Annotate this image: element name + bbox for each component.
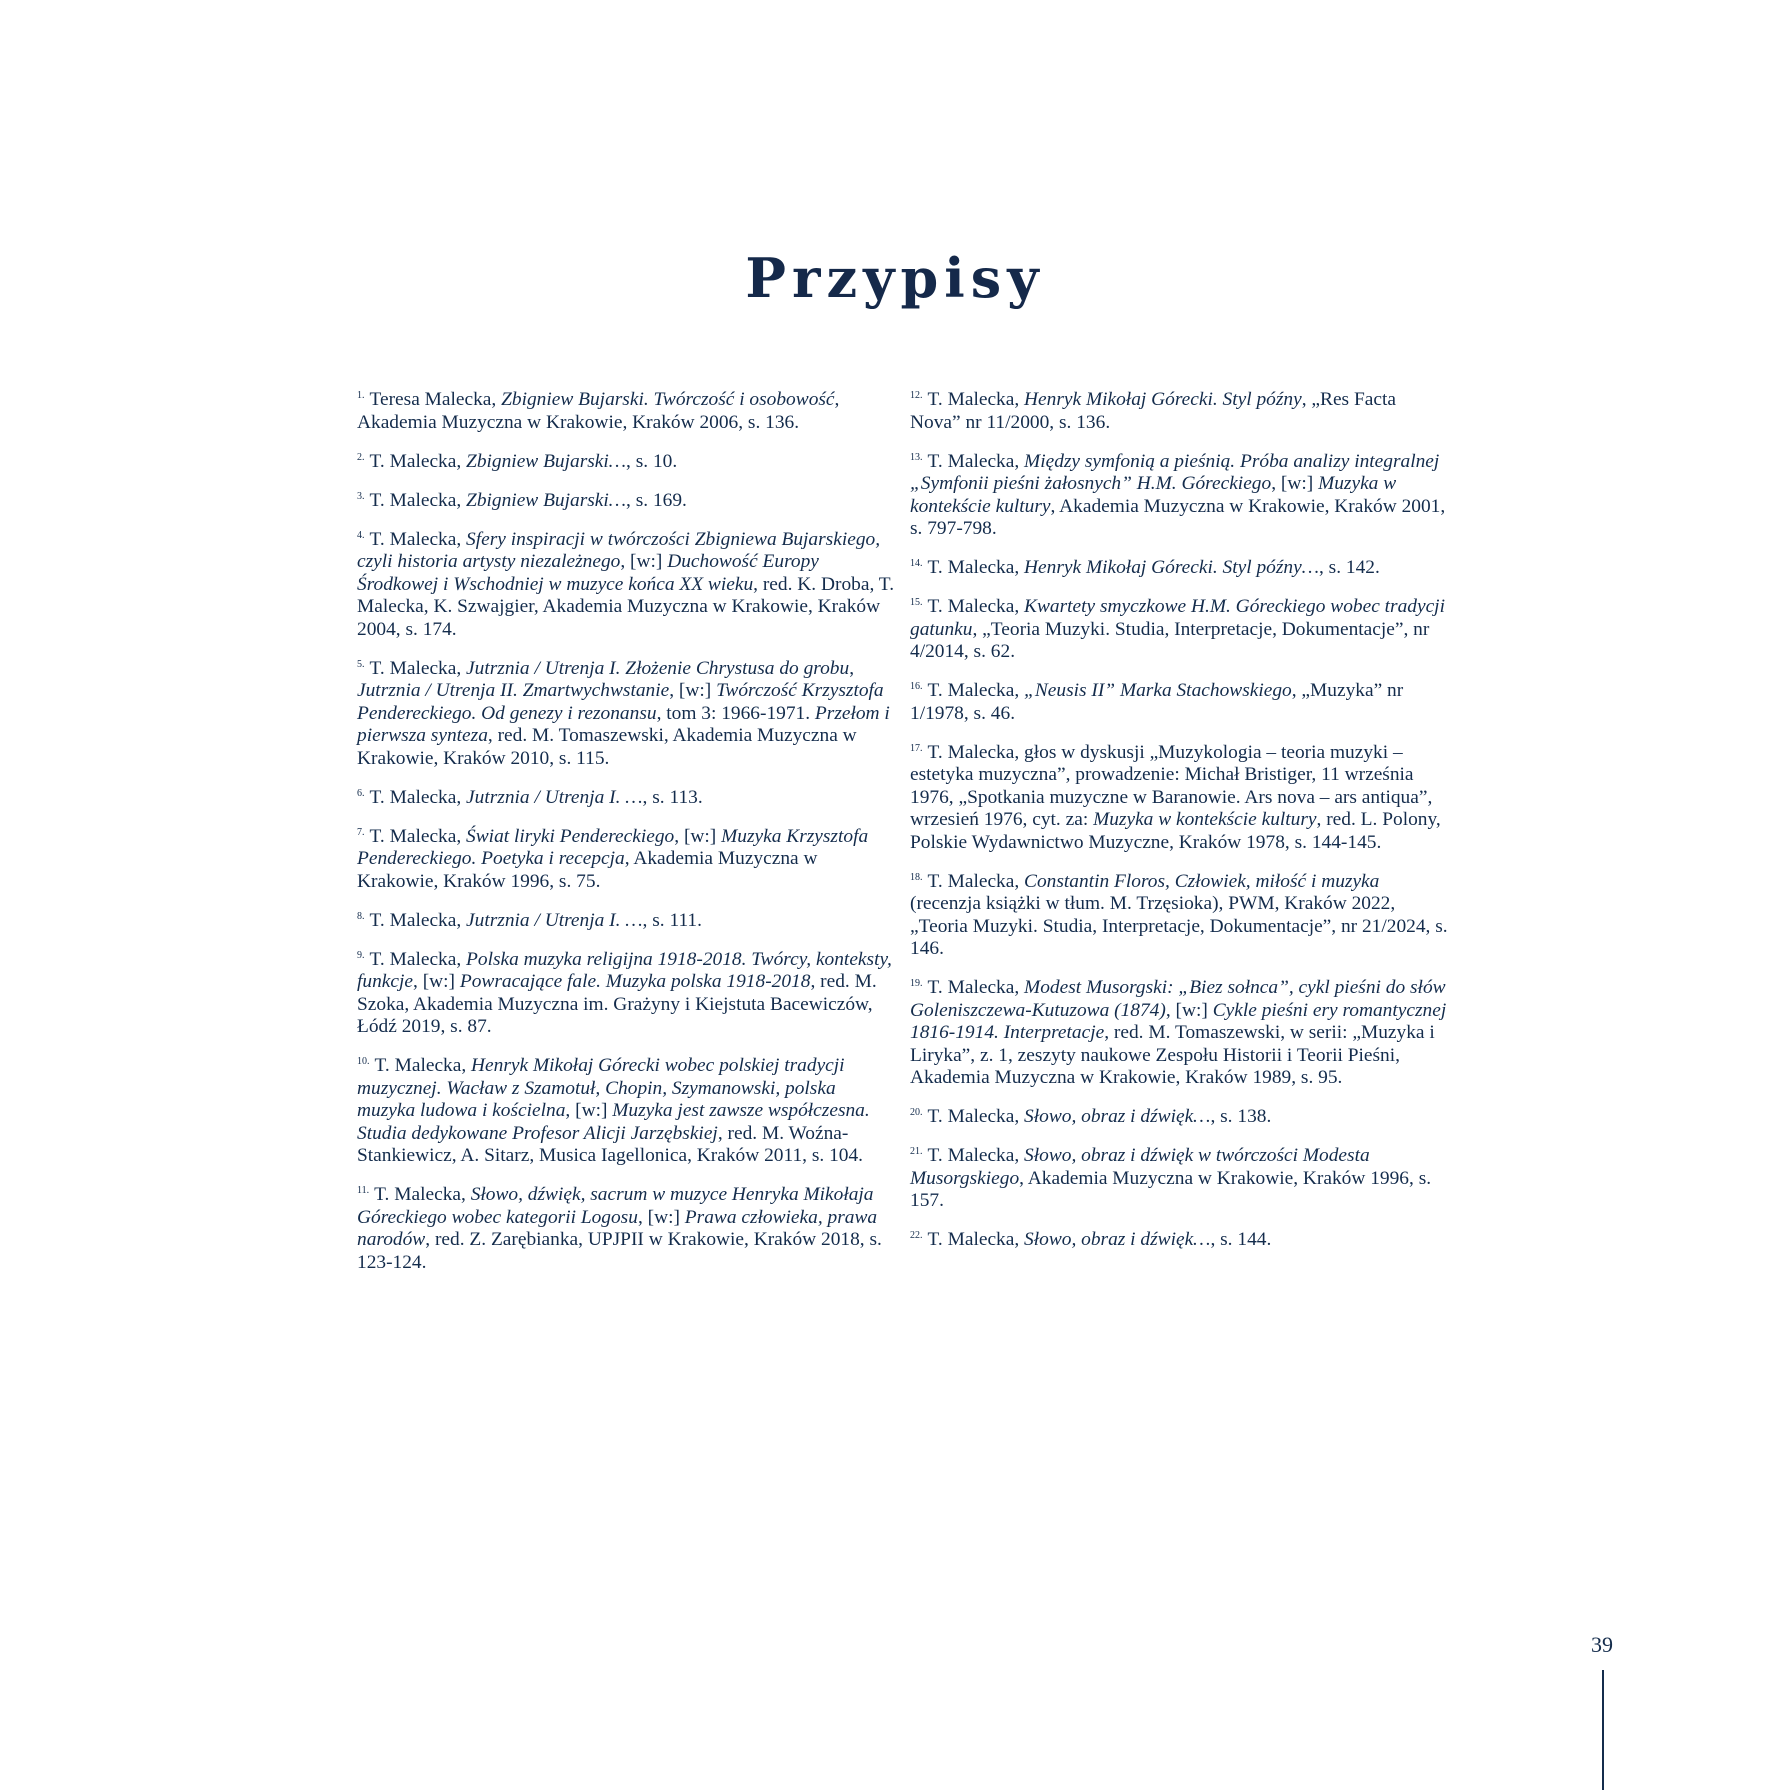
footnote-number: 11.	[357, 1185, 370, 1196]
footnote-text: T. Malecka,	[927, 870, 1025, 892]
footnote-text: , red. M. Woźna-Stankiewicz, A. Sitarz, Musica Iagellonica, Kraków 2011, s. 104.	[357, 1122, 864, 1166]
footnote-title: Henryk Mikołaj Górecki wobec polskiej tradycji muzycznej. Wacław z Szamotuł, Chopin, Szymanowski, polska muzyka ludowa i kościelna	[357, 1055, 845, 1121]
footnote-number: 17.	[910, 742, 923, 754]
footnote-number: 5.	[357, 658, 365, 670]
footnote-title: Constantin Floros, Człowiek, miłość i muzyka	[1024, 870, 1380, 892]
footnote-text: T. Malecka,	[927, 1106, 1025, 1127]
footnote-text: , s. 113.	[642, 786, 703, 808]
footnote-text: , Akademia Muzyczna w Krakowie, Kraków 1996, s. 157.	[910, 1167, 1432, 1211]
footnote-text: , tom 3: 1966-1971.	[656, 702, 815, 724]
footnote-number: 18.	[910, 871, 923, 883]
footnote-title: Cykle pieśni ery romantycznej 1816-1914. Interpretacje	[910, 999, 1447, 1043]
footnote-text: , s. 169.	[626, 489, 687, 511]
footnote-number: 7.	[357, 826, 365, 838]
footnote-title: Muzyka jest zawsze współczesna. Studia dedykowane Profesor Alicji Jarzębskiej	[357, 1100, 870, 1144]
footnote-title: Zbigniew Bujarski…	[466, 450, 627, 472]
footnote-text: , red. Z. Zarębianka, UPJPII w Krakowie, Kraków 2018, s. 123-124.	[357, 1229, 882, 1273]
footnote	[910, 742, 1450, 855]
footnote	[357, 910, 897, 933]
footnote-title: Jutrznia / Utrenja I. Złożenie Chrystusa do grobu	[466, 657, 850, 679]
footnote-title: Słowo, obraz i dźwięk…	[1024, 1229, 1211, 1250]
footnote	[357, 658, 897, 771]
footnote-number: 21.	[910, 1146, 923, 1157]
footnote-title: Muzyka w kontekście kultury	[1093, 809, 1317, 830]
footnote-text: , [w:]	[1271, 473, 1319, 494]
footnote-title: Zbigniew Bujarski. Twórczość i osobowość	[501, 389, 835, 410]
footnote-text: T. Malecka,	[927, 1229, 1025, 1250]
footnote-number: 2.	[357, 451, 365, 463]
footnote-text: T. Malecka, głos w dyskusji „Muzykologia – teoria muzyki – estetyka muzyczna”, prowadzenie: Michał Bristiger, 11 września 1976, „Spotkania muzyczne w Baranowie. Ars nova – ars antiqua”, wrzesień 1976, cyt. za:	[910, 741, 1433, 830]
footnote	[357, 389, 897, 434]
footnote	[910, 1145, 1450, 1213]
footnote	[357, 451, 897, 474]
footnote-text: , red. M. Szoka, Akademia Muzyczna im. Grażyny i Kiejstuta Bacewiczów, Łódź 2019, s. 87.	[357, 971, 877, 1037]
footnote-text: T. Malecka,	[927, 557, 1025, 578]
footnote-text: ,	[849, 657, 855, 679]
footnote-number: 20.	[910, 1107, 923, 1118]
footnote-text: , red. M. Tomaszewski, Akademia Muzyczna w Krakowie, Kraków 2010, s. 115.	[357, 725, 857, 769]
footnote-number: 12.	[910, 390, 923, 401]
footnote-number: 3.	[357, 490, 365, 502]
footnote-text: , [w:]	[413, 971, 460, 992]
footnote-number: 8.	[357, 910, 365, 922]
footnote	[357, 1184, 897, 1274]
footnote-text: T. Malecka,	[927, 450, 1025, 472]
footnote-number: 15.	[910, 597, 923, 608]
page-number-rule	[1602, 1670, 1604, 1790]
footnote-text: , s. 144.	[1210, 1229, 1272, 1250]
footnote-text: T. Malecka,	[369, 450, 467, 472]
footnote-text: , „Muzyka” nr 1/1978, s. 46.	[910, 680, 1404, 724]
footnote-title: Sfery inspiracji w twórczości Zbigniewa Bujarskiego, czyli historia artysty niezależnego	[357, 528, 881, 572]
footnote-title: Świat liryki Pendereckiego	[466, 825, 675, 847]
footnote-text: T. Malecka,	[927, 1145, 1025, 1166]
footnote-title: Modest Musorgski: „Biez sołnca”, cykl pieśni do słów Goleniszczewa-Kutuzowa (1874)	[910, 977, 1446, 1021]
footnote-text: , [w:]	[565, 1100, 613, 1121]
footnote	[910, 1229, 1450, 1252]
footnote-text: T. Malecka,	[927, 977, 1025, 998]
footnote	[910, 1106, 1450, 1129]
footnote	[910, 680, 1450, 725]
footnote-text: , [w:]	[620, 551, 668, 572]
footnote-number: 16.	[910, 681, 923, 692]
footnote-text: Teresa Malecka,	[369, 389, 502, 410]
footnote-text: , [w:]	[1165, 999, 1213, 1021]
footnote-title: Jutrznia / Utrenja I. …	[466, 909, 643, 931]
footnote-text: , [w:]	[674, 825, 722, 847]
footnote-text: , [w:]	[637, 1206, 685, 1228]
footnote-number: 6.	[357, 787, 365, 799]
footnote-text: , „Teoria Muzyki. Studia, Interpretacje, Dokumentacje”, nr 4/2014, s. 62.	[910, 618, 1430, 662]
footnote	[910, 389, 1450, 434]
footnote-number: 13.	[910, 451, 923, 463]
footnote-text: , s. 138.	[1210, 1106, 1272, 1127]
footnote-title: Słowo, obraz i dźwięk w twórczości Modesta Musorgskiego	[910, 1145, 1370, 1189]
footnote-number: 4.	[357, 529, 365, 541]
footnote-text: T. Malecka,	[369, 909, 467, 931]
footnote-title: Muzyka Krzysztofa Pendereckiego. Poetyka i recepcja	[357, 825, 869, 869]
footnote	[357, 949, 897, 1039]
footnote-title: Duchowość Europy Środkowej i Wschodniej w muzyce końca XX wieku	[357, 551, 819, 595]
footnote	[357, 490, 897, 513]
footnote	[910, 977, 1450, 1090]
footnote	[357, 787, 897, 810]
footnote-title: Twórczość Krzysztofa Pendereckiego. Od genezy i rezonansu	[357, 680, 884, 724]
footnote-text: , Akademia Muzyczna w Krakowie, Kraków 2006, s. 136.	[357, 389, 840, 433]
footnote-number: 14.	[910, 558, 923, 569]
footnote-text: (recenzja książki w tłum. M. Trzęsioka), PWM, Kraków 2022, „Teoria Muzyki. Studia, Interpretacje, Dokumentacje”, nr 21/2024, s. 146.	[910, 893, 1448, 959]
footnote-text: , s. 10.	[626, 450, 678, 472]
footnote-title: Słowo, obraz i dźwięk…	[1024, 1106, 1211, 1127]
footnote-text: , s. 111.	[642, 909, 702, 931]
footnote-text: , [w:]	[669, 680, 717, 701]
footnote-text: T. Malecka,	[369, 786, 467, 808]
page-title: Przypisy	[745, 246, 1045, 310]
footnote-title: Przełom i pierwsza synteza	[357, 702, 890, 746]
footnote-number: 22.	[910, 1230, 923, 1241]
footnote-text: T. Malecka,	[369, 657, 467, 679]
footnote-title: Jutrznia / Utrenja II. Zmartwychwstanie	[357, 680, 670, 701]
footnote-title: „Neusis II” Marka Stachowskiego	[1024, 680, 1292, 701]
footnote-title: Słowo, dźwięk, sacrum w muzyce Henryka Mikołaja Góreckiego wobec kategorii Logosu	[357, 1184, 874, 1228]
footnotes-column-left	[357, 389, 897, 1291]
footnote	[910, 871, 1450, 961]
footnote	[357, 1055, 897, 1168]
footnote-number: 19.	[910, 978, 923, 989]
footnote-text: T. Malecka,	[927, 680, 1025, 701]
footnote-number: 9.	[357, 949, 365, 961]
footnote-title: Między symfonią a pieśnią. Próba analizy integralnej „Symfonii pieśni żałosnych” H.M. Góreckiego	[910, 450, 1440, 494]
footnote-title: Muzyka w kontekście kultury	[910, 473, 1397, 517]
footnote	[357, 529, 897, 642]
footnote-text: , Akademia Muzyczna w Krakowie, Kraków 1996, s. 75.	[357, 848, 818, 892]
footnote-text: , red. M. Tomaszewski, w serii: „Muzyka i Liryka”, z. 1, zeszyty naukowe Zespołu Historii i Teorii Pieśni, Akademia Muzyczna w Krakowie, Kraków 1989, s. 95.	[910, 1022, 1435, 1088]
footnote-text: T. Malecka,	[369, 528, 467, 550]
page-number: 39	[1591, 1632, 1613, 1657]
footnotes-column-right	[910, 389, 1450, 1268]
footnote-number: 1.	[357, 390, 365, 401]
footnote-text: T. Malecka,	[369, 489, 467, 511]
footnote-text: T. Malecka,	[369, 825, 467, 847]
footnote	[910, 451, 1450, 541]
footnote-title: Henryk Mikołaj Górecki. Styl późny	[1024, 389, 1302, 410]
footnote-text: , s. 142.	[1318, 557, 1380, 578]
footnote-text: , red. K. Droba, T. Malecka, K. Szwajgier, Akademia Muzyczna w Krakowie, Kraków 2004, s. 174.	[357, 573, 895, 640]
footnote-number: 10.	[357, 1056, 370, 1067]
footnote-title: Prawa człowieka, prawa narodów	[357, 1206, 878, 1250]
footnote-title: Powracające fale. Muzyka polska 1918-2018	[459, 971, 811, 992]
footnote-text: T. Malecka,	[374, 1184, 471, 1205]
footnote-title: Jutrznia / Utrenja I. …	[466, 786, 643, 808]
footnote-title: Zbigniew Bujarski…	[466, 489, 627, 511]
footnote-title: Henryk Mikołaj Górecki. Styl późny…	[1024, 557, 1319, 578]
footnote-text: T. Malecka,	[369, 948, 467, 970]
footnote-text: , Akademia Muzyczna w Krakowie, Kraków 2001, s. 797-798.	[910, 495, 1446, 539]
footnote	[910, 557, 1450, 580]
footnote	[357, 826, 897, 894]
footnote-text: T. Malecka,	[927, 389, 1025, 410]
footnote-text: T. Malecka,	[374, 1055, 472, 1076]
footnote-title: Kwartety smyczkowe H.M. Góreckiego wobec tradycji gatunku	[910, 596, 1445, 640]
footnote	[910, 596, 1450, 664]
footnote-text: T. Malecka,	[927, 596, 1025, 617]
footnote-text: , „Res Facta Nova” nr 11/2000, s. 136.	[910, 389, 1396, 433]
footnote-text: , red. L. Polony, Polskie Wydawnictwo Muzyczne, Kraków 1978, s. 144-145.	[910, 809, 1441, 853]
footnote-title: Polska muzyka religijna 1918-2018. Twórcy, konteksty, funkcje	[357, 948, 892, 992]
